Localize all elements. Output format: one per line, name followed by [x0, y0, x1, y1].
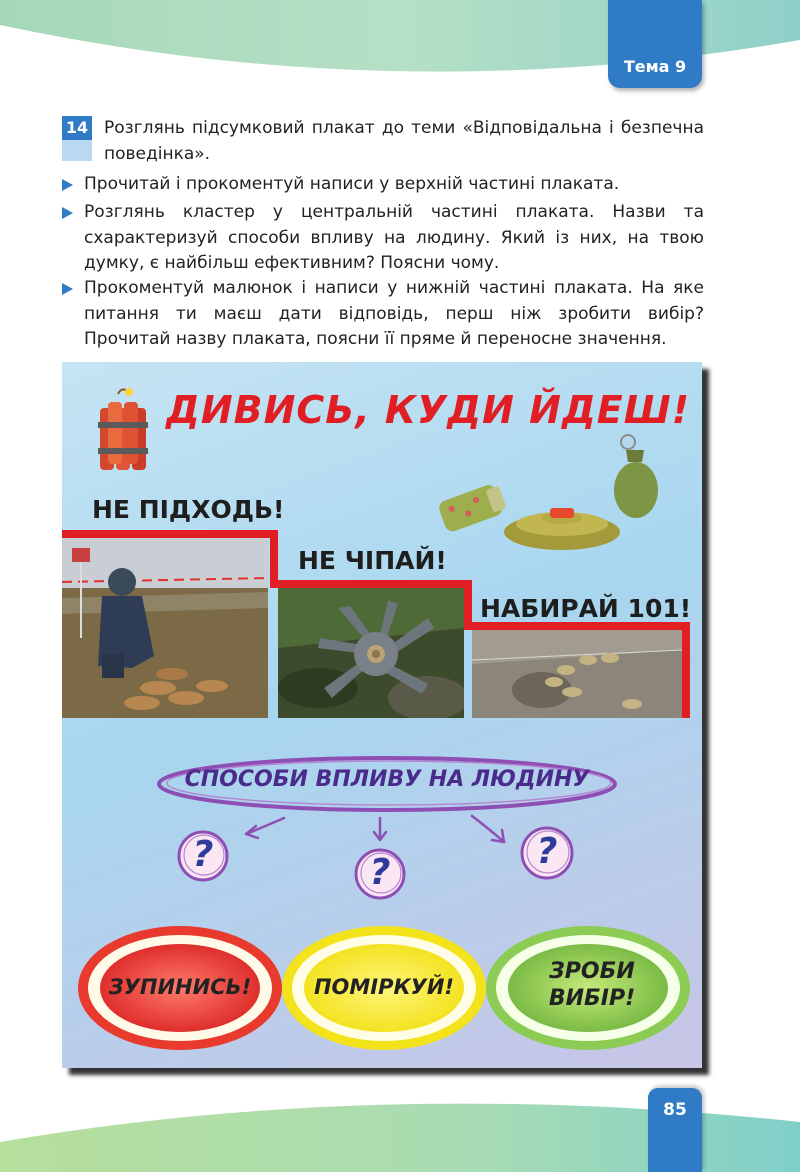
topic-tab [608, 0, 702, 88]
bullet-text: Розглянь кластер у центральній частині плаката. Назви та схарактеризуй способи впливу на людину. Який із них, на твою думку, є найбільш ефективним? Поясни чому. [84, 202, 704, 273]
step-label-dial-101: НАБИРАЙ 101! [480, 594, 692, 623]
photo-mines-on-ground [472, 630, 682, 718]
question-mark: ? [369, 852, 391, 893]
bullet-arrow-icon [62, 179, 73, 191]
task-bullet [62, 276, 704, 353]
task-intro: Розглянь підсумковий плакат до теми «Відповідальна і безпечна поведінка». [104, 118, 704, 164]
bullet-arrow-icon [62, 283, 73, 295]
bullet-text: Прокоментуй малюнок і написи у нижній частині плаката. На яке питання ти маєш дати відповідь, перш ніж зробити вибір? Прочитай назву плаката, поясни її пряме й переносне значення. [84, 278, 704, 349]
question-mark: ? [192, 834, 214, 875]
step-label-dont-approach: НЕ ПІДХОДЬ! [92, 495, 285, 524]
step-label-dont-touch: НЕ ЧІПАЙ! [298, 546, 447, 575]
question-circle [175, 828, 231, 884]
task-bullet [62, 172, 704, 198]
poster [62, 362, 702, 1068]
topic-label: Тема 9 [623, 57, 687, 76]
bullet-text: Прочитай і прокоментуй написи у верхній частині плаката. [84, 174, 620, 194]
question-circle [352, 846, 408, 902]
photo-mortar-shell [278, 588, 464, 718]
cluster-title: СПОСОБИ ВПЛИВУ НА ЛЮДИНУ [184, 767, 590, 792]
page-number: 85 [663, 1100, 687, 1120]
question-circle [518, 824, 576, 882]
photo-sapper [62, 538, 268, 718]
action-think: ПОМІРКУЙ! [313, 975, 455, 999]
dynamite-icon [98, 386, 148, 474]
task-bullet [62, 200, 704, 277]
action-stop: ЗУПИНИСЬ! [108, 975, 252, 999]
bullet-arrow-icon [62, 207, 73, 219]
action-make-choice: ЗРОБИ ВИБІР! [548, 959, 636, 1011]
poster-title: ДИВИСЬ, КУДИ ЙДЕШ! [166, 388, 691, 432]
task-number-underlay [62, 140, 92, 161]
task-number: 14 [62, 116, 92, 140]
question-mark: ? [536, 831, 558, 872]
page-number-tab [648, 1088, 702, 1172]
task-number-badge [62, 116, 92, 161]
